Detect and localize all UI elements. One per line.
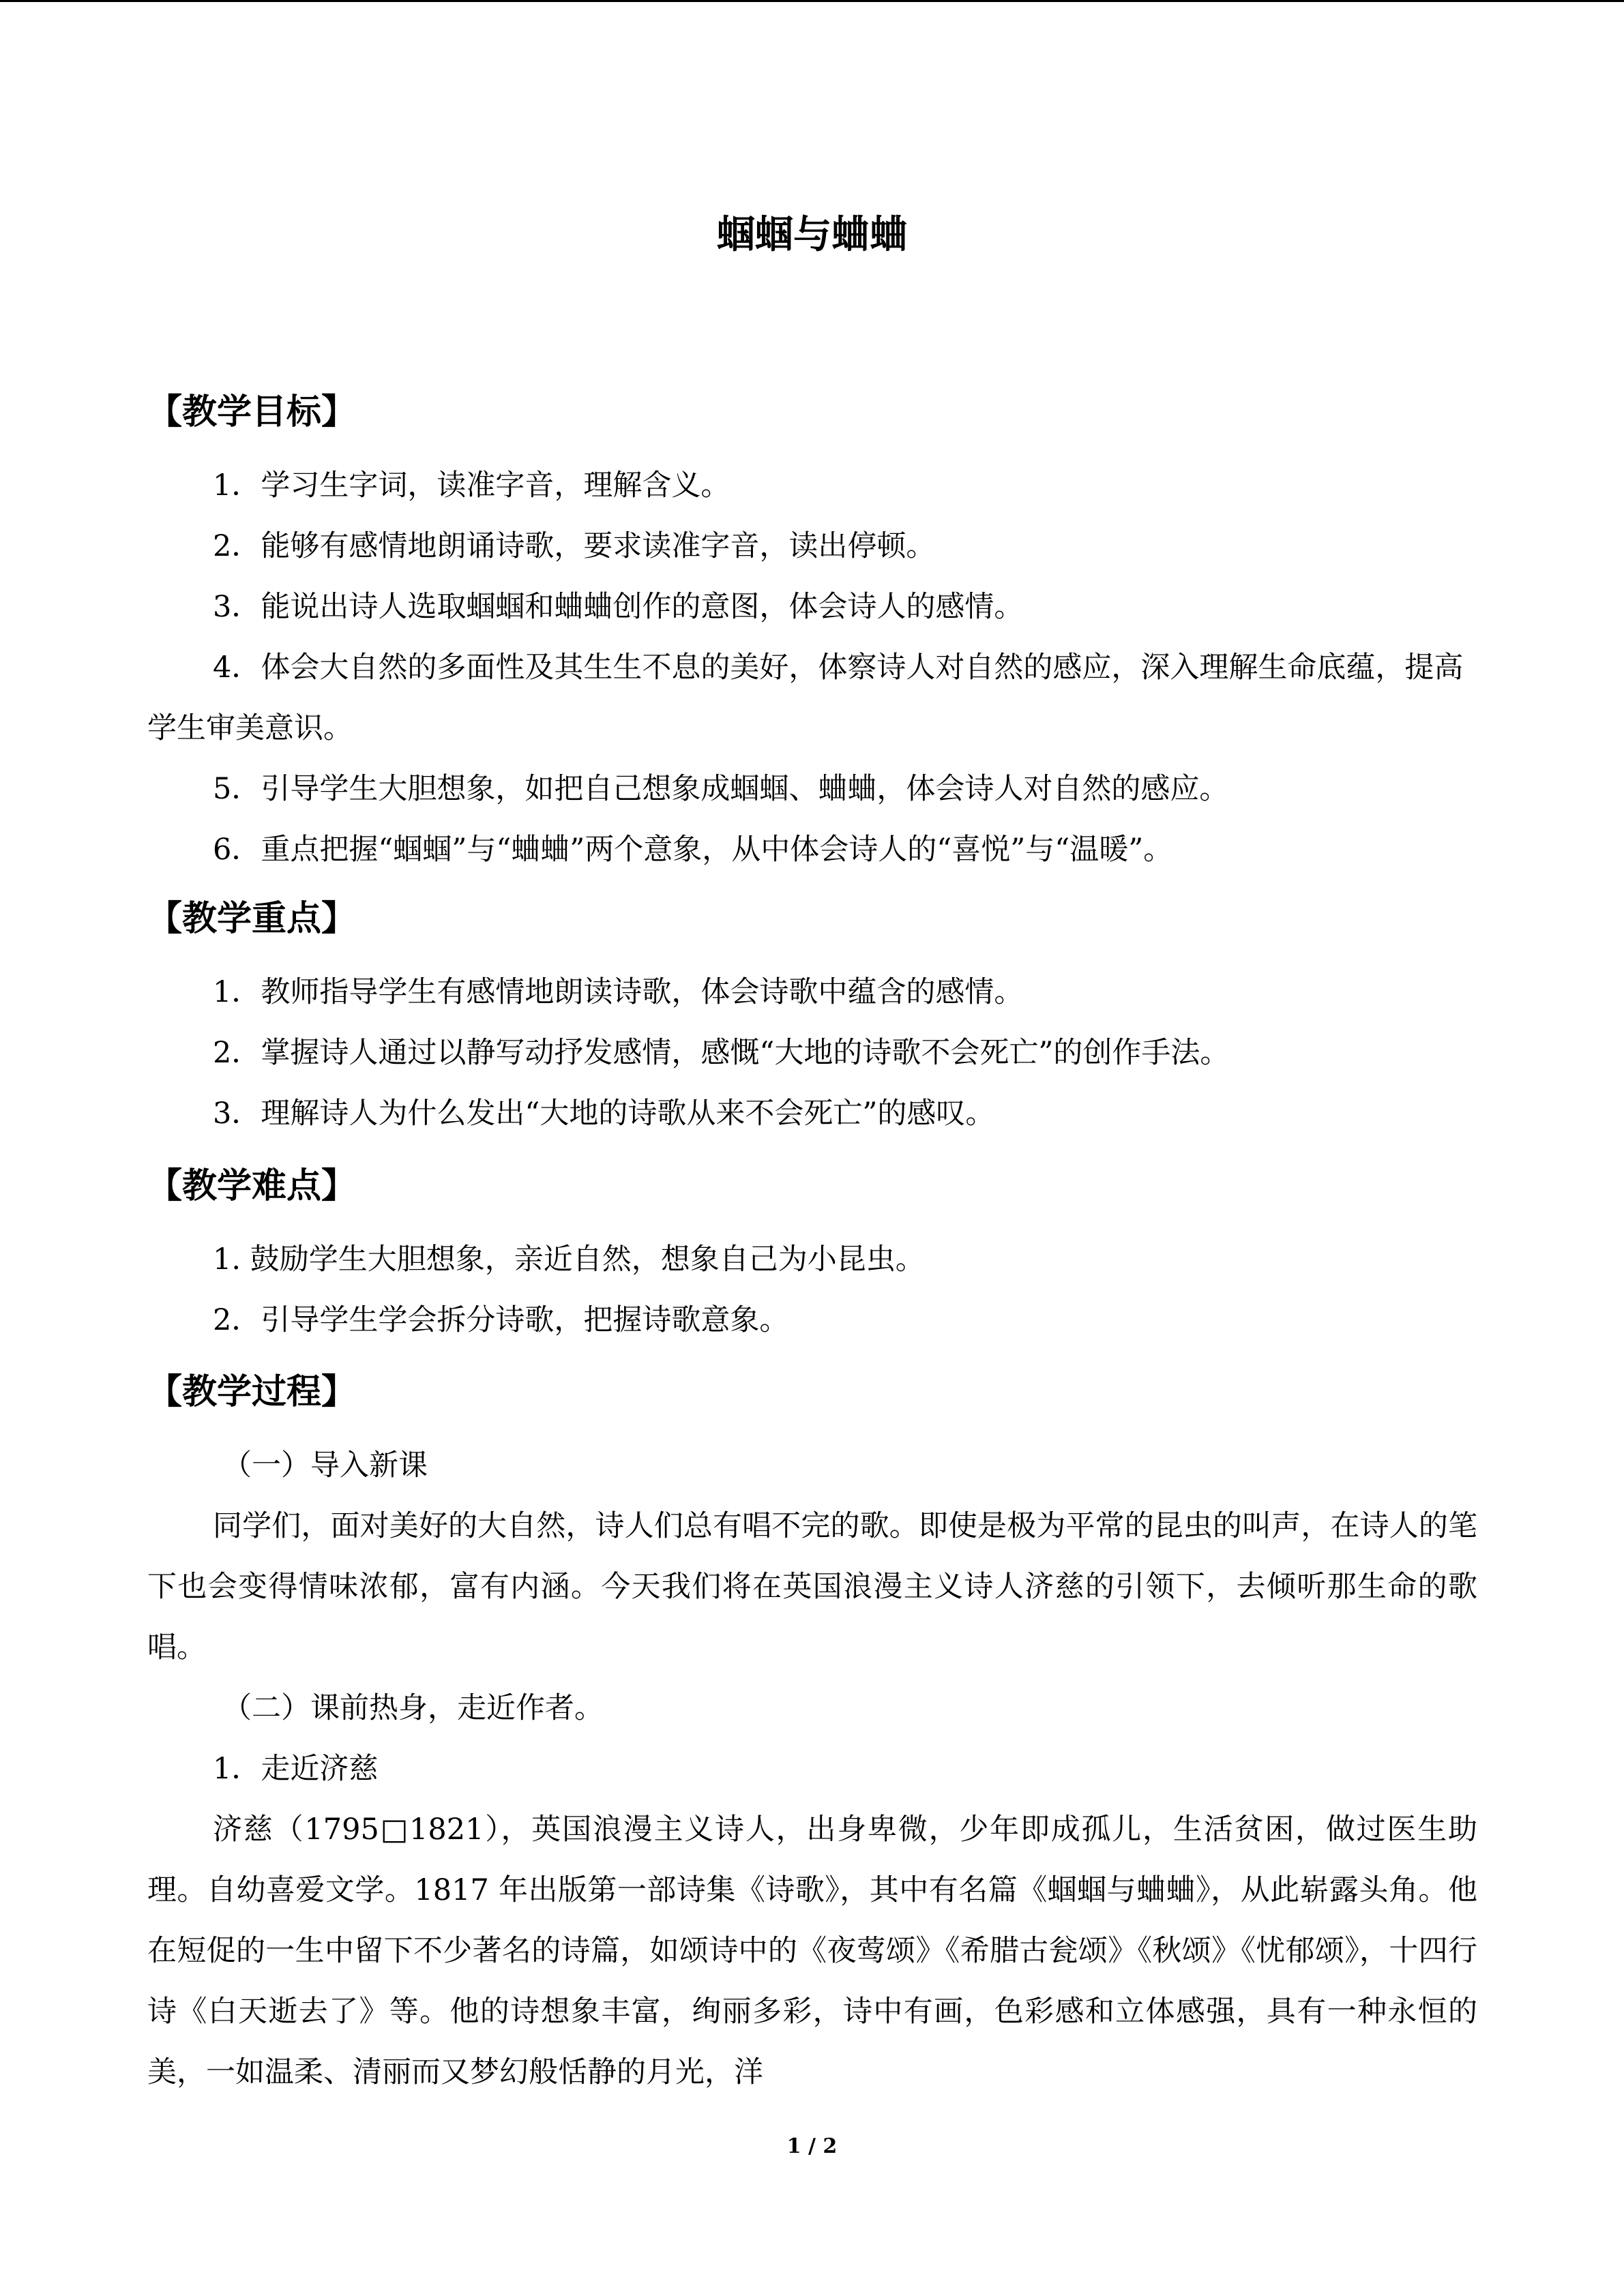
- page-number: 1 / 2: [786, 2134, 838, 2158]
- page-top-border: [0, 0, 1624, 2]
- subheading-about-keats: 1．走近济慈: [213, 1752, 379, 1786]
- list-item: 3．能说出诗人选取蝈蝈和蛐蛐创作的意图，体会诗人的感情。: [213, 590, 1024, 624]
- section-heading: 【教学目标】: [147, 392, 357, 432]
- section-heading: 【教学难点】: [147, 1166, 357, 1206]
- paragraph-intro: 同学们，面对美好的大自然，诗人们总有唱不完的歌。即使是极为平常的昆虫的叫声，在诗人的笔下也会变得情味浓郁，富有内涵。今天我们将在英国浪漫主义诗人济慈的引领下，去倾听那生命的歌唱。: [147, 1509, 1477, 1665]
- list-item: 1．教师指导学生有感情地朗读诗歌，体会诗歌中蕴含的感情。: [213, 975, 1024, 1009]
- list-item: 1. 鼓励学生大胆想象，亲近自然，想象自己为小昆虫。: [213, 1242, 925, 1277]
- list-item: 2．掌握诗人通过以静写动抒发感情，感慨“大地的诗歌不会死亡”的创作手法。: [213, 1036, 1230, 1070]
- subheading-warmup: （二）课前热身，走近作者。: [222, 1691, 604, 1725]
- section-teaching-difficulties: [147, 1163, 1477, 1351]
- list-item: 5．引导学生大胆想象，如把自己想象成蝈蝈、蛐蛐，体会诗人对自然的感应。: [213, 772, 1229, 806]
- paragraph-keats-bio: 济慈（1795□1821），英国浪漫主义诗人，出身卑微，少年即成孤儿，生活贫困，做过医生助理。自幼喜爱文学。1817 年出版第一部诗集《诗歌》，其中有名篇《蝈蝈与蛐蛐》，从此崭露头角。他在短促的一生中留下不少著名的诗篇，如颂诗中的《夜莺颂》《希腊古瓮颂》《秋颂》《忧郁颂》，十四行诗《白天逝去了》等。他的诗想象丰富，绚丽多彩，诗中有画，色彩感和立体感强，具有一种永恒的美，一如温柔、清丽而又梦幻般恬静的月光，洋: [147, 1813, 1477, 2089]
- list-item: 2．能够有感情地朗诵诗歌，要求读准字音，读出停顿。: [213, 529, 936, 563]
- list-item: 3．理解诗人为什么发出“大地的诗歌从来不会死亡”的感叹。: [213, 1097, 995, 1131]
- section-heading: 【教学过程】: [147, 1372, 357, 1412]
- section-teaching-process: [147, 1369, 1477, 2103]
- list-item: 1．学习生字词，读准字音，理解含义。: [213, 468, 730, 503]
- section-heading: 【教学重点】: [147, 899, 357, 939]
- list-item: 6．重点把握“蝈蝈”与“蛐蛐”两个意象，从中体会诗人的“喜悦”与“温暖”。: [213, 833, 1173, 867]
- list-item: 2．引导学生学会拆分诗歌，把握诗歌意象。: [213, 1303, 789, 1337]
- section-teaching-objectives: [147, 389, 1477, 880]
- section-teaching-focus: [147, 895, 1477, 1144]
- list-item: 4．体会大自然的多面性及其生生不息的美好，体察诗人对自然的感应，深入理解生命底蕴，提高学生审美意识。: [147, 651, 1464, 745]
- subheading-intro: （一）导入新课: [222, 1448, 428, 1482]
- document-title: 蝈蝈与蛐蛐: [717, 213, 908, 257]
